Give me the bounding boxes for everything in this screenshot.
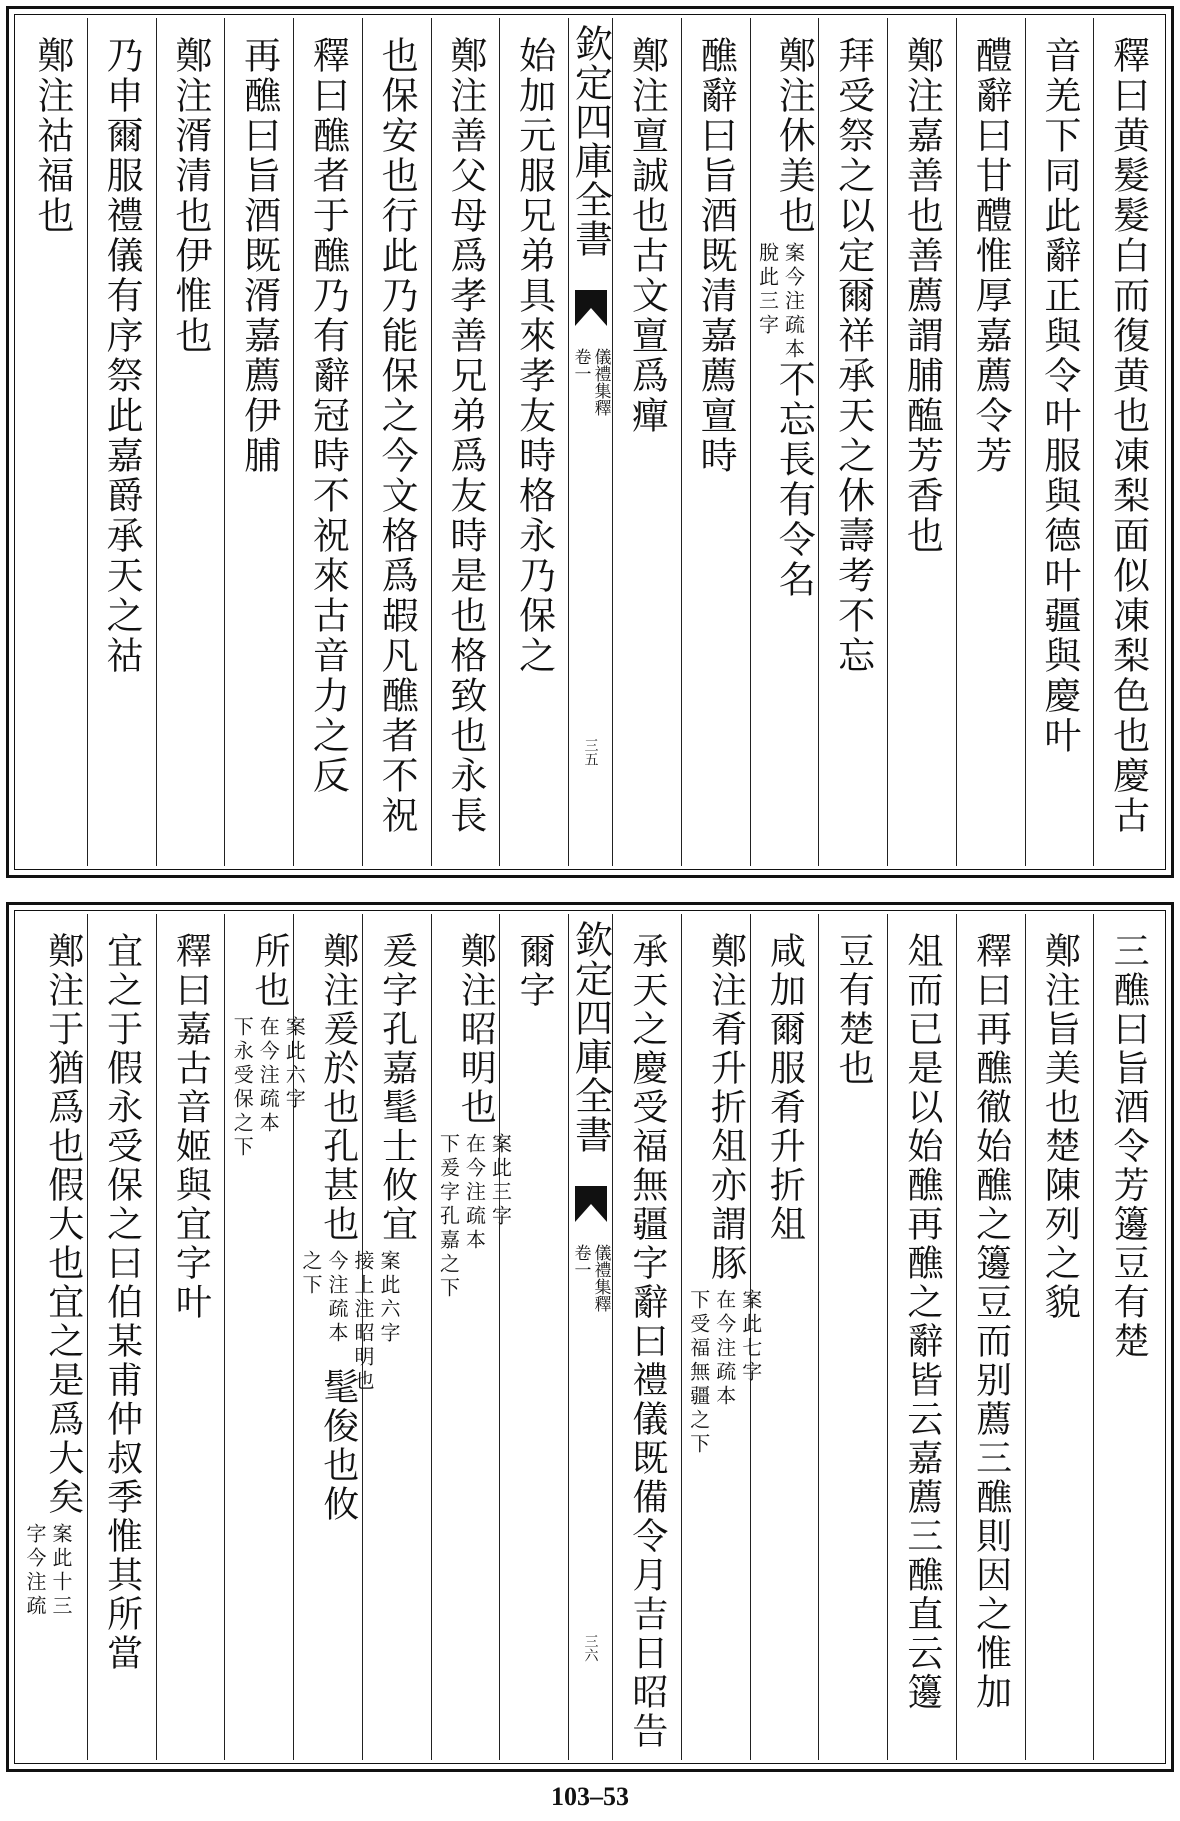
collation-note: 案此六字 在今注疏本 下永受保之下 (230, 1016, 307, 1160)
column-text: 釋曰再醮徹始醮之籩豆而别薦三醮則因之惟加 (970, 932, 1012, 1712)
center-gutter (568, 18, 612, 866)
text-column (956, 914, 1025, 1760)
text-column (362, 18, 431, 866)
book-title: 儀禮集釋 卷一 (570, 348, 611, 416)
text-column (1025, 914, 1094, 1760)
collation-note: 案此三字 在今注疏本 下爰字孔嘉之下 (436, 1133, 513, 1301)
lower-page-columns (18, 914, 1162, 1760)
text-column (1025, 18, 1094, 866)
column-text: 承天之慶受福無疆字辭曰禮儀既備令月吉日昭告 (626, 932, 668, 1751)
library-title: 欽定四庫全書 (568, 24, 613, 258)
column-text: 鄭注昭明也 (455, 932, 497, 1127)
column-text: 拜受祭之以定爾祥承天之休壽考不忘 (831, 36, 875, 676)
text-column (681, 914, 763, 1760)
column-text: 鄭注休美也 (772, 36, 816, 236)
text-column (18, 18, 87, 866)
column-text: 宜之于假永受保之曰伯某甫仲叔季惟其所當 (101, 932, 143, 1673)
column-text: 釋曰醮者于醮乃有辭冠時不祝來古音力之反 (306, 36, 350, 796)
collation-note: 案今注疏本 脫此三字 (755, 242, 806, 362)
text-column (156, 914, 225, 1760)
collation-note: 案此七字 在今注疏本 下受福無疆之下 (686, 1289, 763, 1457)
collation-note: 案此十三 字今注疏 (23, 1523, 73, 1619)
column-text: 鄭注肴升折俎亦謂豚 (705, 932, 747, 1283)
text-column (818, 18, 887, 866)
text-column (750, 18, 819, 866)
book-title: 儀禮集釋 卷一 (570, 1244, 611, 1312)
column-text: 鄭注爰於也孔甚也 (317, 932, 359, 1244)
text-column (887, 18, 956, 866)
lower-page (6, 902, 1174, 1772)
page-label: 103–53 (551, 1782, 629, 1811)
text-column (293, 18, 362, 866)
column-text: 釋曰嘉古音姬與宜字叶 (170, 932, 212, 1322)
column-text: 爾字 (514, 932, 556, 1010)
column-text-continued: 不忘長有令名 (772, 360, 816, 600)
column-text: 鄭注善父母爲孝善兄弟爲友時是也格致也永長 (443, 36, 487, 836)
text-column (887, 914, 956, 1760)
column-text: 始加元服兄弟具來孝友時格永乃保之 (512, 36, 556, 676)
upper-page (6, 6, 1174, 878)
text-column (431, 914, 513, 1760)
text-column (224, 18, 293, 866)
column-text: 鄭注嘉善也善薦謂脯醢芳香也 (900, 36, 944, 556)
text-column (681, 18, 750, 866)
text-column (431, 18, 500, 866)
text-column (87, 18, 156, 866)
column-text: 所也 (249, 932, 290, 1010)
text-column (156, 18, 225, 866)
text-column (499, 18, 568, 866)
text-column (224, 914, 307, 1760)
column-text: 再醮曰旨酒既湑嘉薦伊脯 (237, 36, 281, 476)
center-gutter (568, 914, 612, 1760)
column-text: 鄭注旨美也楚陳列之貌 (1039, 932, 1081, 1322)
text-column (612, 914, 681, 1760)
text-column (612, 18, 681, 866)
text-column (499, 914, 568, 1760)
column-text: 乃申爾服禮儀有序祭此嘉爵承天之祜 (100, 36, 144, 676)
text-column (818, 914, 887, 1760)
column-text: 鄭注亶誠也古文亶爲癉 (625, 36, 669, 436)
column-text: 鄭注于猶爲也假大也宜之是爲大矣 (42, 932, 84, 1517)
collation-note: 案此六字 接上注昭明也 今注疏本 之下 (299, 1250, 401, 1394)
column-text: 爰字孔嘉髦士攸宜 (376, 932, 418, 1244)
column-text: 也保安也行此乃能保之今文格爲嘏凡醮者不祝 (375, 36, 419, 836)
column-text: 釋曰黄髮髮白而復黄也凍梨面似凍梨色也慶古 (1106, 36, 1150, 836)
column-text: 音羌下同此辭正與令叶服與德叶疆與慶叶 (1037, 36, 1081, 756)
column-text: 醮辭曰旨酒既清嘉薦亶時 (694, 36, 738, 476)
text-column (1093, 914, 1162, 1760)
folio-number: 三六 (582, 1634, 599, 1662)
fish-tail-mark-icon (575, 1186, 607, 1222)
column-text: 鄭注湑清也伊惟也 (168, 36, 212, 356)
column-text: 俎而已是以始醮再醮之辭皆云嘉薦三醮直云籩 (901, 932, 943, 1712)
library-title: 欽定四庫全書 (568, 920, 613, 1154)
column-text: 鄭注祜福也 (30, 36, 74, 236)
column-text: 三醮曰旨酒令芳籩豆有楚 (1108, 932, 1150, 1361)
column-text: 咸加爾服肴升折俎 (764, 932, 806, 1244)
text-column (956, 18, 1025, 866)
column-text-continued: 髦俊也攸 (317, 1368, 359, 1524)
fish-tail-mark-icon (575, 290, 607, 326)
text-column (87, 914, 156, 1760)
column-text: 醴辭曰甘醴惟厚嘉薦令芳 (969, 36, 1013, 476)
text-column (18, 914, 87, 1760)
column-text: 豆有楚也 (833, 932, 875, 1088)
text-column (1093, 18, 1162, 866)
upper-page-columns (18, 18, 1162, 866)
folio-number: 三五 (582, 738, 599, 766)
